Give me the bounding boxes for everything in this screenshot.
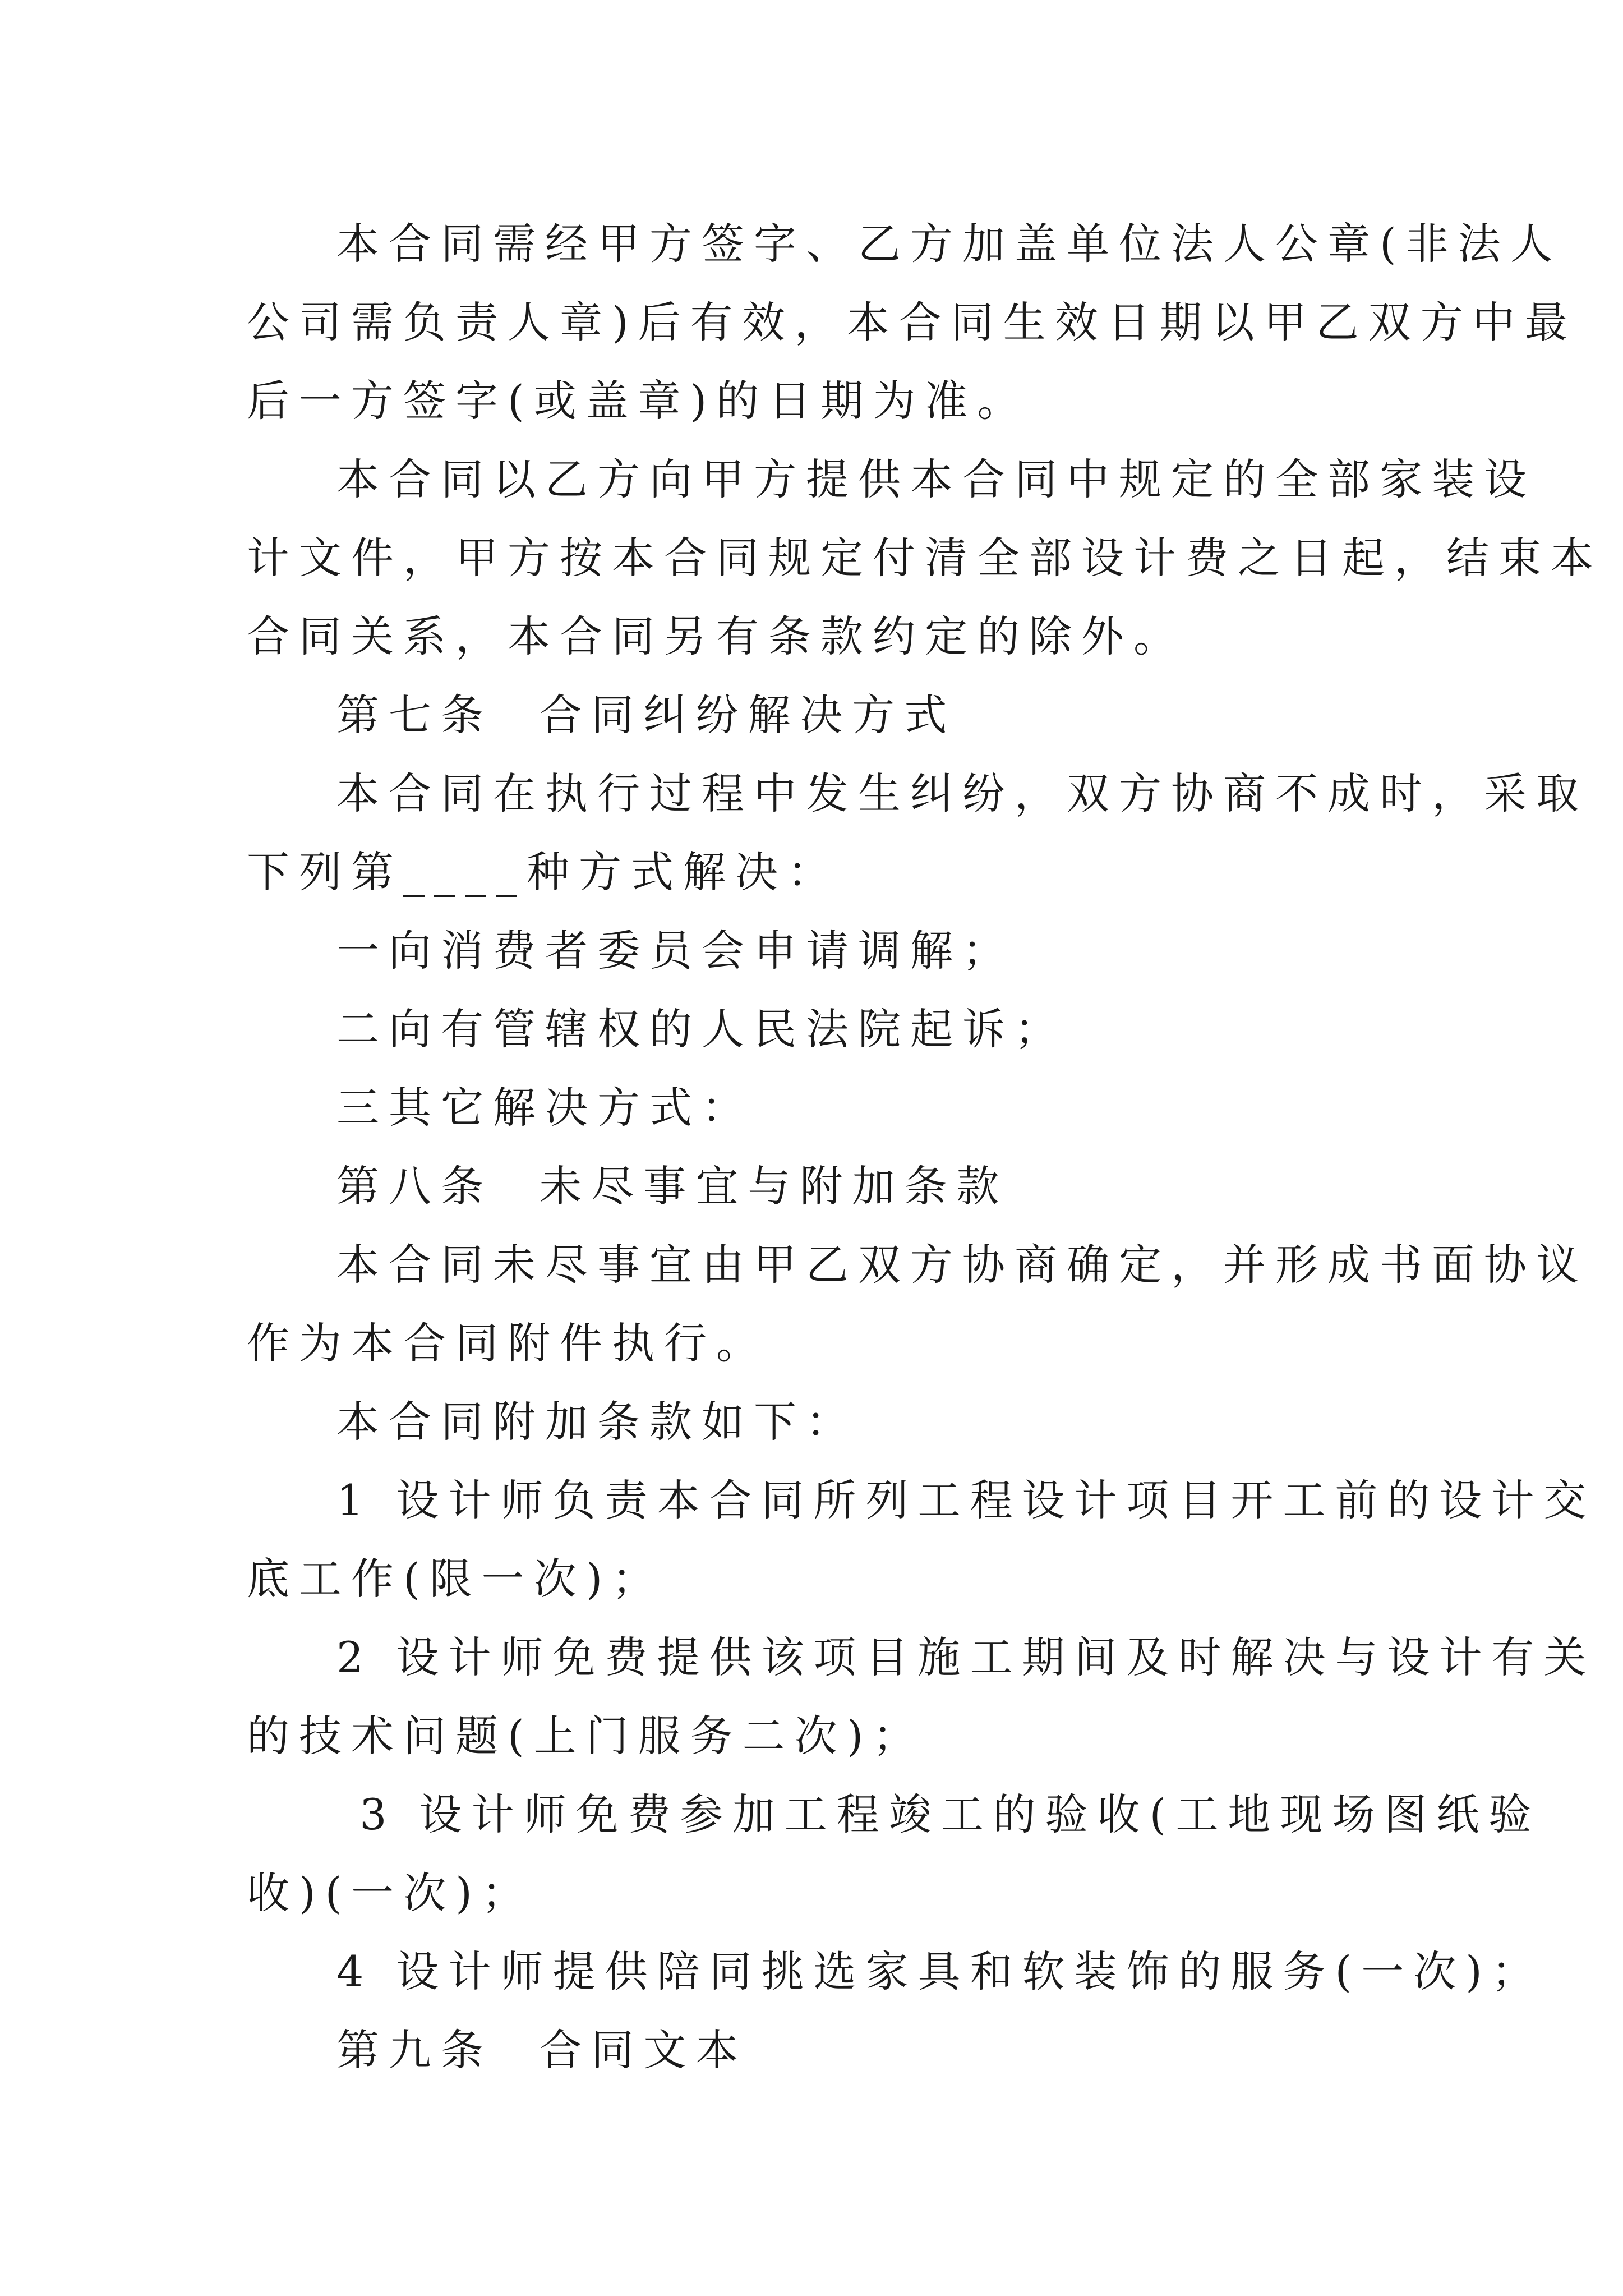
- paragraph-line: 计文件，甲方按本合同规定付清全部设计费之日起，结束本: [247, 533, 1603, 583]
- list-item: 3 设计师免费参加工程竣工的验收(工地现场图纸验: [336, 1789, 1541, 1839]
- list-item: 三其它解决方式：: [336, 1083, 754, 1133]
- paragraph-line: 本合同需经甲方签字、乙方加盖单位法人公章(非法人: [336, 219, 1562, 269]
- section-heading: 第七条 合同纠纷解决方式: [336, 690, 957, 740]
- paragraph-line: 本合同在执行过程中发生纠纷，双方协商不成时，采取: [336, 769, 1588, 818]
- paragraph-line: 本合同以乙方向甲方提供本合同中规定的全部家装设: [336, 454, 1536, 504]
- paragraph-line: 公司需负责人章)后有效，本合同生效日期以甲乙双方中最: [247, 297, 1577, 347]
- list-item: 2 设计师免费提供该项目施工期间及时解决与设计有关: [336, 1632, 1596, 1682]
- section-heading: 第九条 合同文本: [336, 2025, 748, 2075]
- list-item: 1 设计师负责本合同所列工程设计项目开工前的设计交: [336, 1475, 1596, 1525]
- list-item: 4 设计师提供陪同挑选家具和软装饰的服务(一次)；: [336, 1947, 1544, 1996]
- list-item: 底工作(限一次)；: [247, 1554, 665, 1604]
- paragraph-line: 后一方签字(或盖章)的日期为准。: [247, 376, 1030, 426]
- paragraph-line: 合同关系，本合同另有条款约定的除外。: [247, 611, 1186, 661]
- paragraph-line: 本合同未尽事宜由甲乙双方协商确定，并形成书面协议: [336, 1240, 1588, 1290]
- paragraph-line: 作为本合同附件执行。: [247, 1318, 768, 1368]
- section-heading: 第八条 未尽事宜与附加条款: [336, 1161, 1009, 1211]
- list-item: 一向消费者委员会申请调解；: [336, 926, 1015, 976]
- paragraph-line: 下列第____种方式解决：: [247, 847, 840, 897]
- list-item: 收)(一次)；: [247, 1868, 534, 1918]
- paragraph-line: 本合同附加条款如下：: [336, 1397, 858, 1447]
- list-item: 的技术问题(上门服务二次)；: [247, 1711, 925, 1761]
- list-item: 二向有管辖权的人民法院起诉；: [336, 1004, 1067, 1054]
